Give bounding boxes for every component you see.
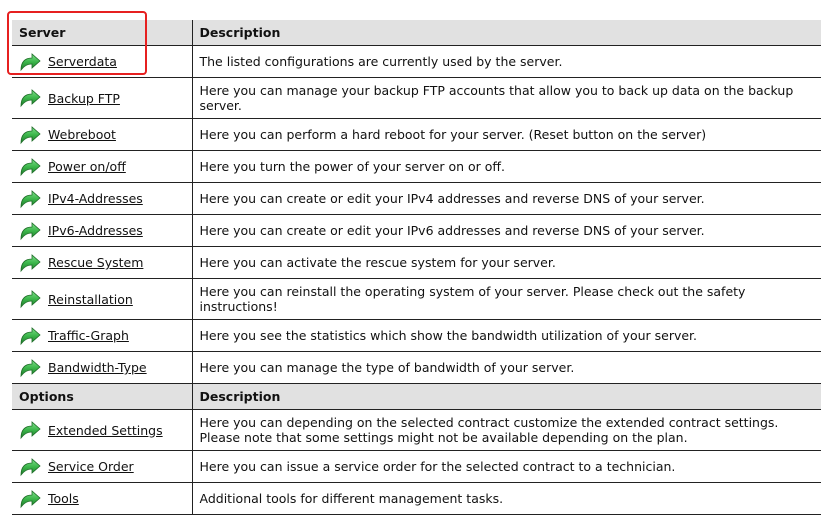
green-arrow-icon[interactable]: [19, 52, 41, 72]
item-description: Here you can manage your backup FTP accounts that allow you to back up data on the backup server.: [192, 78, 821, 119]
description-header: Description: [192, 384, 821, 410]
table-row: [12, 483, 821, 515]
green-arrow-icon[interactable]: [19, 289, 41, 309]
link-service-order[interactable]: Service Order: [48, 459, 134, 474]
item-cell: [12, 410, 192, 451]
item-cell: [12, 46, 192, 78]
item-cell: [12, 451, 192, 483]
link-tools[interactable]: Tools: [48, 491, 79, 506]
green-arrow-icon[interactable]: [19, 326, 41, 346]
green-arrow-icon[interactable]: [19, 221, 41, 241]
table-row: [12, 119, 821, 151]
item-description: Here you can reinstall the operating system of your server. Please check out the safety instructions!: [192, 279, 821, 320]
table-row: [12, 151, 821, 183]
green-arrow-icon[interactable]: [19, 358, 41, 378]
item-description: Here you turn the power of your server on or off.: [192, 151, 821, 183]
link-traffic-graph[interactable]: Traffic-Graph: [48, 328, 129, 343]
item-cell: [12, 279, 192, 320]
table-row: [12, 247, 821, 279]
link-webreboot[interactable]: Webreboot: [48, 127, 116, 142]
green-arrow-icon[interactable]: [19, 125, 41, 145]
item-cell: [12, 119, 192, 151]
green-arrow-icon[interactable]: [19, 489, 41, 509]
green-arrow-icon[interactable]: [19, 420, 41, 440]
link-reinstallation[interactable]: Reinstallation: [48, 291, 133, 307]
link-rescue-system[interactable]: Rescue System: [48, 255, 144, 270]
item-description: Here you can depending on the selected contract customize the extended contract settings. Please note that some settings might not be available depending on the plan.: [192, 410, 821, 451]
item-description: Here you see the statistics which show the bandwidth utilization of your server.: [192, 320, 821, 352]
table-row: [12, 279, 821, 320]
item-cell: [12, 151, 192, 183]
table-row: [12, 215, 821, 247]
link-bandwidth-type[interactable]: Bandwidth-Type: [48, 360, 147, 375]
server-menu-table: [12, 20, 821, 515]
item-cell: [12, 247, 192, 279]
item-cell: [12, 215, 192, 247]
table-row: [12, 320, 821, 352]
link-ipv4-addresses[interactable]: IPv4-Addresses: [48, 191, 143, 206]
item-description: Here you can create or edit your IPv6 addresses and reverse DNS of your server.: [192, 215, 821, 247]
item-description: Here you can activate the rescue system for your server.: [192, 247, 821, 279]
description-header: Description: [192, 20, 821, 46]
item-description: Here you can manage the type of bandwidth of your server.: [192, 352, 821, 384]
table-row: [12, 352, 821, 384]
item-cell: [12, 78, 192, 119]
link-power-on-off[interactable]: Power on/off: [48, 159, 126, 174]
table-row: [12, 410, 821, 451]
item-description: Here you can create or edit your IPv4 addresses and reverse DNS of your server.: [192, 183, 821, 215]
item-cell: [12, 320, 192, 352]
section-title: Server: [12, 20, 192, 46]
table-row: [12, 183, 821, 215]
item-cell: [12, 483, 192, 515]
table-row: [12, 451, 821, 483]
green-arrow-icon[interactable]: [19, 457, 41, 477]
link-backup-ftp[interactable]: Backup FTP: [48, 90, 120, 106]
section-header: [12, 384, 821, 410]
item-description: Here you can perform a hard reboot for your server. (Reset button on the server): [192, 119, 821, 151]
green-arrow-icon[interactable]: [19, 88, 41, 108]
item-description: The listed configurations are currently used by the server.: [192, 46, 821, 78]
item-description: Additional tools for different management tasks.: [192, 483, 821, 515]
section-header: [12, 20, 821, 46]
link-serverdata[interactable]: Serverdata: [48, 54, 117, 69]
item-description: Here you can issue a service order for the selected contract to a technician.: [192, 451, 821, 483]
table-row: [12, 78, 821, 119]
link-ipv6-addresses[interactable]: IPv6-Addresses: [48, 223, 143, 238]
table-row: [12, 46, 821, 78]
green-arrow-icon[interactable]: [19, 253, 41, 273]
green-arrow-icon[interactable]: [19, 157, 41, 177]
item-cell: [12, 183, 192, 215]
section-title: Options: [12, 384, 192, 410]
link-extended-settings[interactable]: Extended Settings: [48, 422, 163, 438]
green-arrow-icon[interactable]: [19, 189, 41, 209]
item-cell: [12, 352, 192, 384]
